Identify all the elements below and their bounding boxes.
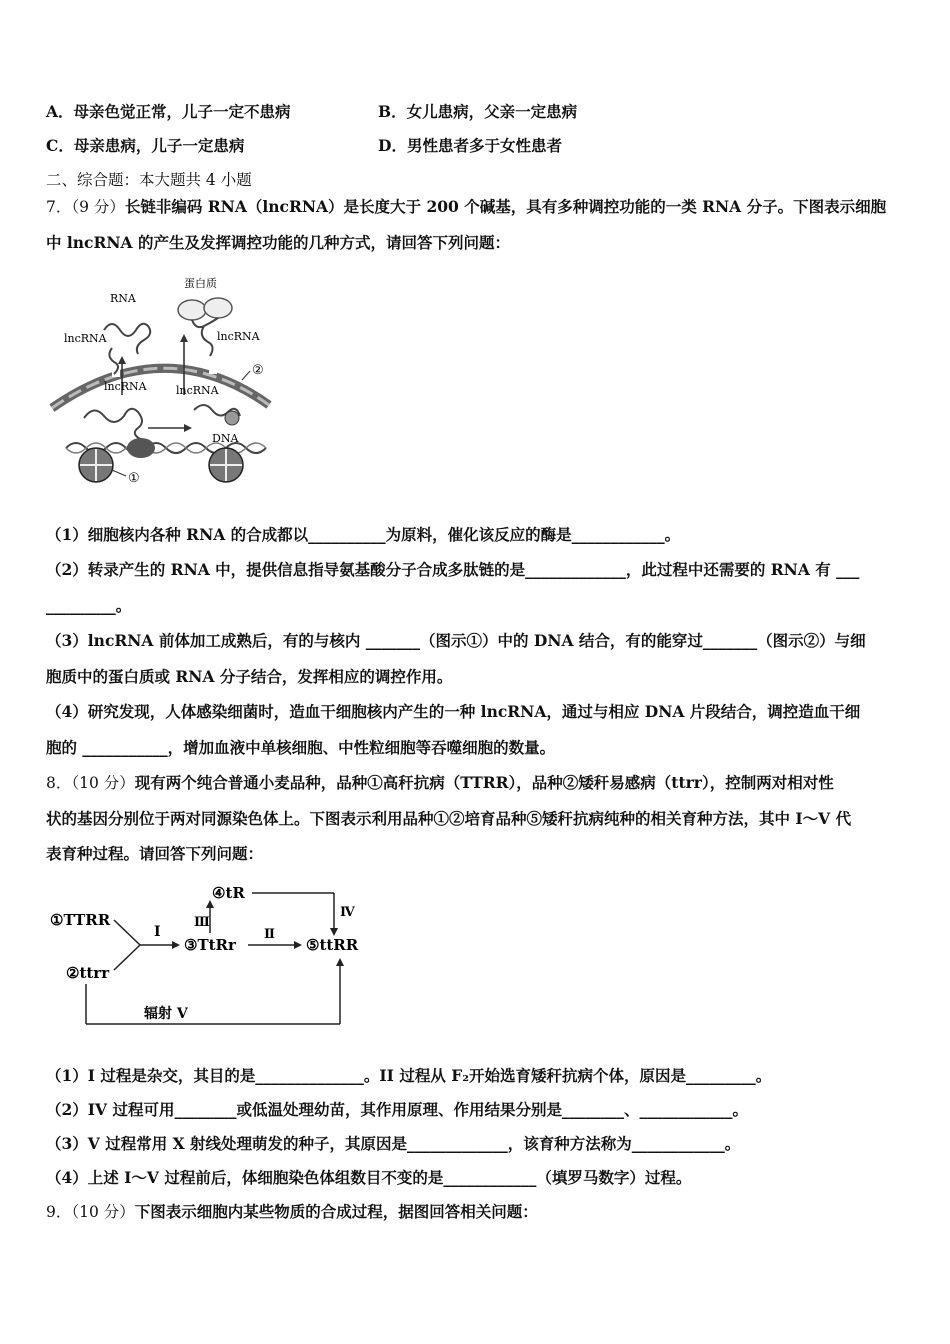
label-lncrna-nucleus-left: lncRNA [104,380,147,393]
label-dna: DNA [212,432,239,445]
q7-sub3b: 胞质中的蛋白质或 RNA 分子结合，发挥相应的调控作用。 [46,667,453,686]
lncrna-figure [44,270,284,495]
q7-sub1: （1）细胞核内各种 RNA 的合成都以__________为原料，催化该反应的酶是____________。 [46,525,681,544]
q9-line1 [46,1201,538,1223]
q8-score: 8．（10 分） [46,774,135,792]
process-4: Ⅳ [340,905,355,920]
polymerase-icon [127,438,155,458]
label-protein: 蛋白质 [184,277,217,290]
label-lncrna-left: lncRNA [64,332,107,345]
marker-1: ① [128,471,140,486]
node-5: ⑤ttRR [306,936,359,954]
process-1: I [154,924,161,940]
label-rna: RNA [110,292,136,305]
q9-score: 9．（10 分） [46,1203,135,1221]
q8-sub3: （3）V 过程常用 X 射线处理萌发的种子，其原因是_____________，该育种方法称为____________。 [46,1134,741,1153]
q8-sub2: （2）IV 过程可用________或低温处理幼苗，其作用原理、作用结果分别是________、____________。 [46,1100,748,1119]
q8-line2: 状的基因分别位于两对同源染色体上。下图表示利用品种①②培育品种⑤矮秆抗病纯种的相关育种方法，其中 I～V 代 [46,809,852,828]
nuclear-envelope [52,368,269,408]
q7-line1 [46,196,886,218]
option-a: A．母亲色觉正常，儿子一定不患病 [46,102,291,121]
process-2: Ⅱ [264,927,275,942]
q7-sub2a: （2）转录产生的 RNA 中，提供信息指导氨基酸分子合成多肽链的是_____________，此过程中还需要的 RNA 有 ___ [46,560,860,579]
node-3: ③TtRr [184,936,236,954]
q9-stem1: 下图表示细胞内某些物质的合成过程，据图回答相关问题： [134,1202,538,1221]
option-b: B．女儿患病，父亲一定患病 [378,102,578,121]
q7-stem1: 长链非编码 RNA（lncRNA）是长度大于 200 个碱基，具有多种调控功能的一类 RNA 分子。下图表示细胞 [124,197,887,216]
process-5: 辐射 V [144,1006,188,1022]
q7-sub4b: 胞的 ___________，增加血液中单核细胞、中性粒细胞等吞噬细胞的数量。 [46,738,556,757]
q8-sub1: （1）I 过程是杂交，其目的是______________。II 过程从 F₂开始选育矮秆抗病个体，原因是_________。 [46,1066,772,1085]
label-lncrna-right: lncRNA [217,330,260,343]
q7-line2: 中 lncRNA 的产生及发挥调控功能的几种方式，请回答下列问题： [46,233,510,252]
q7-sub3a: （3）lncRNA 前体加工成熟后，有的与核内 _______（图示①）中的 DNA 结合，有的能穿过_______（图示②）与细 [46,631,866,650]
label-lncrna-nucleus-right: lncRNA [176,384,219,397]
q7-sub2b: _________。 [46,596,132,615]
q8-line1 [46,772,834,794]
option-c: C．母亲患病，儿子一定患病 [46,136,245,155]
q8-stem1: 现有两个纯合普通小麦品种，品种①高秆抗病（TTRR），品种②矮秆易感病（ttrr），控制两对相对性 [134,773,834,792]
breeding-diagram [44,878,374,1033]
protein-blob-icon [178,300,206,320]
q7-sub4a: （4）研究发现，人体感染细菌时，造血干细胞核内产生的一种 lncRNA，通过与相应 DNA 片段结合，调控造血干细 [46,702,861,721]
q8-line3: 表育种过程。请回答下列问题： [46,844,264,863]
node-4: ④tR [212,884,245,902]
marker-2: ② [252,363,264,378]
node-2: ②ttrr [66,964,110,982]
section-title: 二、综合题：本大题共 4 小题 [46,171,252,189]
node-1: ①TTRR [50,911,111,929]
process-3: Ⅲ [194,915,210,930]
q8-sub4: （4）上述 I～V 过程前后，体细胞染色体组数目不变的是____________（填罗马数字）过程。 [46,1168,692,1187]
option-d: D．男性患者多于女性患者 [378,136,562,155]
q7-score: 7．（9 分） [46,198,125,216]
